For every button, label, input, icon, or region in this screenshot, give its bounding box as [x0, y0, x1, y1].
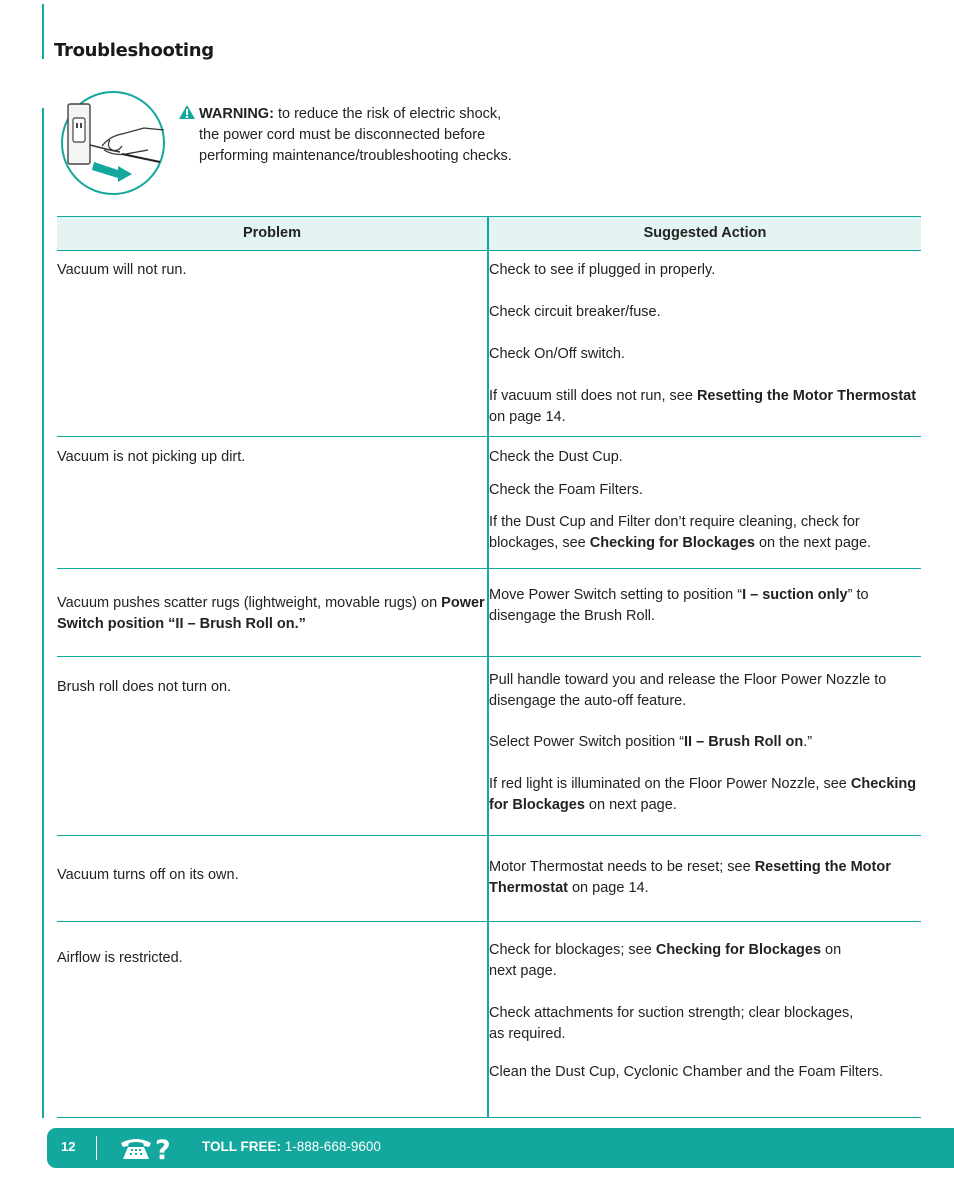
margin-rule-main	[42, 108, 44, 1118]
table-row	[57, 922, 921, 1118]
action-text: Select Power Switch position “II – Brush Roll on.”	[489, 734, 813, 750]
action-text: Check circuit breaker/fuse.	[489, 304, 661, 320]
action-text: Check attachments for suction strength; clear blockages, as required.	[489, 1005, 854, 1042]
table-row	[57, 836, 921, 922]
action-text: Motor Thermostat needs to be reset; see Resetting the Motor Thermostat on page 14.	[489, 859, 891, 896]
unplug-illustration	[60, 90, 166, 196]
warning-line-1: to reduce the risk of electric shock,	[277, 106, 502, 122]
action-text: Move Power Switch setting to position “I – suction only” to disengage the Brush Roll.	[489, 587, 869, 624]
action-text: If vacuum still does not run, see Resetting the Motor Thermostat on page 14.	[489, 388, 917, 425]
action-text: Pull handle toward you and release the Floor Power Nozzle to disengage the auto-off feature.	[489, 672, 887, 709]
toll-free: TOLL FREE: 1-888-668-9600	[202, 1139, 381, 1154]
warning-line-3: performing maintenance/troubleshooting checks.	[199, 148, 512, 164]
problem-text: Vacuum will not run.	[57, 262, 187, 278]
page-title: Troubleshooting	[54, 40, 214, 61]
table-header-row	[57, 217, 921, 251]
svg-text:?: ?	[155, 1135, 171, 1162]
action-text: Check the Dust Cup.	[489, 449, 623, 465]
table-row	[57, 657, 921, 836]
footer-bar	[47, 1128, 954, 1168]
column-header-problem: Problem	[57, 217, 488, 251]
action-text: Clean the Dust Cup, Cyclonic Chamber and the Foam Filters.	[489, 1064, 884, 1080]
action-text: Check the Foam Filters.	[489, 482, 643, 498]
troubleshooting-table	[57, 216, 921, 1118]
warning-notice	[178, 104, 538, 167]
action-text: Check On/Off switch.	[489, 346, 625, 362]
action-text: If the Dust Cup and Filter don’t require cleaning, check for blockages, see Checking for Blockages on the next page.	[489, 514, 872, 551]
problem-text: Vacuum turns off on its own.	[57, 867, 239, 883]
page-number: 12	[61, 1139, 76, 1154]
problem-text: Vacuum pushes scatter rugs (lightweight, movable rugs) on Power Switch position “II – Brush Roll on.”	[57, 595, 485, 632]
telephone-question-icon	[119, 1134, 175, 1162]
warning-triangle-icon	[178, 104, 196, 120]
table-row	[57, 569, 921, 657]
warning-line-2: the power cord must be disconnected before	[199, 127, 486, 143]
table-row	[57, 437, 921, 569]
action-text: Check for blockages; see Checking for Blockages on next page.	[489, 942, 842, 979]
table-row	[57, 251, 921, 437]
problem-text: Airflow is restricted.	[57, 950, 183, 966]
column-header-action: Suggested Action	[488, 217, 921, 251]
warning-label: WARNING:	[199, 106, 274, 122]
problem-text: Vacuum is not picking up dirt.	[57, 449, 246, 465]
margin-rule-top	[42, 4, 44, 59]
problem-text: Brush roll does not turn on.	[57, 679, 232, 695]
action-text: If red light is illuminated on the Floor Power Nozzle, see Checking for Blockages on next page.	[489, 776, 917, 813]
footer-divider	[96, 1136, 97, 1160]
action-text: Check to see if plugged in properly.	[489, 262, 716, 278]
